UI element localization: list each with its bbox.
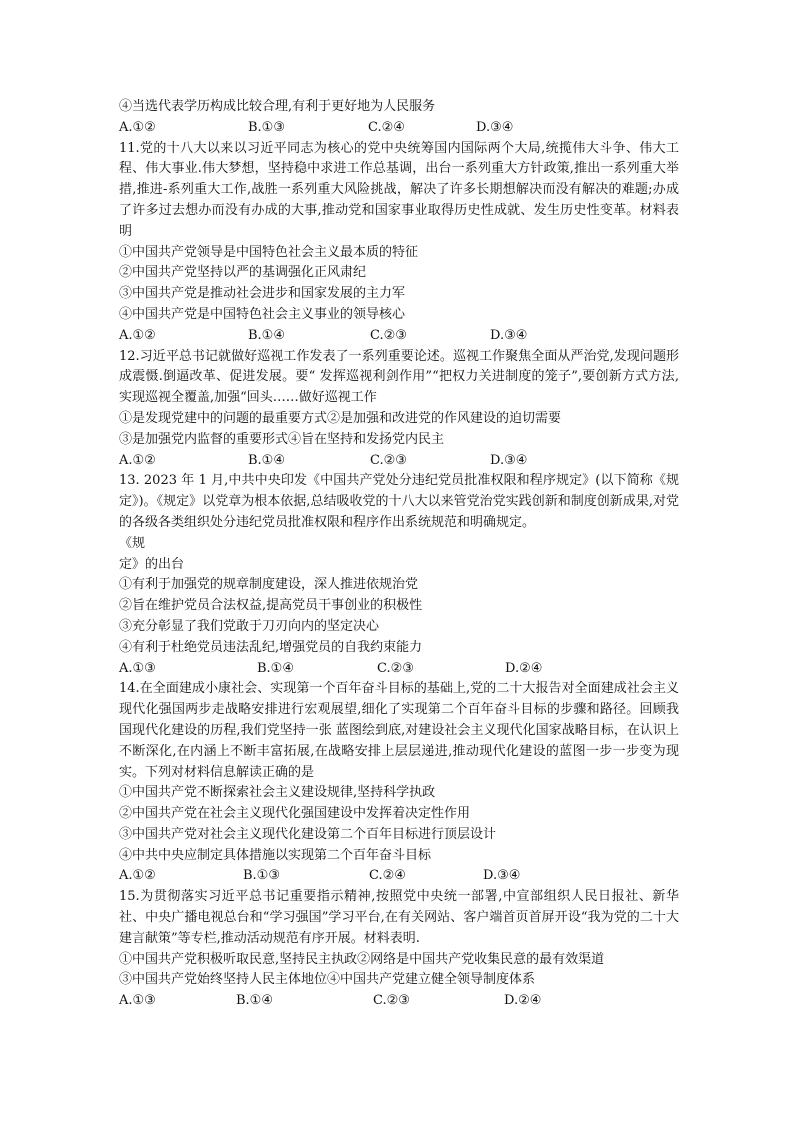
q11-item-3: ③中国共产党是推动社会进步和国家发展的主力军	[119, 286, 406, 302]
q13-options	[119, 659, 679, 680]
q11-option-a: A.①②	[119, 327, 156, 343]
q13-item-3: ③充分彰显了我们党敢于刀刃向内的坚定决心	[119, 618, 380, 634]
q14-item-1: ①中国共产党不断探索社会主义建设规律,坚持科学执政	[119, 785, 436, 801]
q12-option-d: D.③④	[490, 452, 528, 468]
q12-option-a: A.①②	[119, 452, 156, 468]
q15-stem: 15.为贯彻落实习近平总书记重要指示精神,按照党中央统一部署,中宣部组织人民日报社、新华社、中央广播电视总台和“学习强国”学习平台,在有关网站、客户端首页首屏开设“我为党的二十大建言献策”等专栏,推动活动规范有序开展。材料表明.	[119, 889, 679, 946]
q15-item-1: ①中国共产党积极听取民意,坚持民主执政②网络是中国共产党收集民意的最有效渠道	[119, 951, 605, 967]
q12-stem: 12.习近平总书记就做好巡视工作发表了一系列重要论述。巡视工作聚焦全面从严治党,发现问题形成震慑.倒逼改革、促进发展。要“ 发挥巡视利剑作用”“把权力关进制度的笼子”,要创新方式方法,实现巡视全覆盖,加强“回头……做好巡视工作	[119, 348, 679, 406]
q11-item-4: ④中国共产党是中国特色社会主义事业的领导核心	[119, 306, 406, 322]
q14-item-3: ③中国共产党对社会主义现代化建设第二个百年目标进行顶层设计	[119, 826, 497, 842]
q10-option-a: A.①②	[119, 119, 156, 135]
q14-option-d: D.③④	[483, 868, 521, 884]
q14-option-a: A.①②	[119, 868, 156, 884]
q15-option-a: A.①③	[119, 993, 156, 1009]
q13-item-1: ①有利于加强党的规章制度建设，深人推进依规治党	[119, 577, 419, 593]
exam-page	[119, 97, 679, 1012]
q15-option-c: C.②③	[373, 993, 410, 1009]
q12-option-b: B.①④	[248, 452, 285, 468]
q15-option-b: B.①④	[236, 993, 273, 1009]
q14-stem: 14.在全面建成小康社会、实现第一个百年奋斗目标的基础上,党的二十大报告对全面建成社会主义现代化强国两步走战略安排进行宏观展望,细化了实现第二个百年奋斗目标的步骤和路径。回顾我国现代化建设的历程,我们党坚持一张 蓝图绘到底,对建设社会主义现代化国家战略目标，在认识上不断深化,在内涵上不断丰富拓展,在战略安排上层层递进,推动现代化建设的蓝图一步一步变为现实。下列对材料信息解读正确的是	[119, 681, 679, 780]
q11-item-1: ①中国共产党领导是中国特色社会主义最本质的特征	[119, 244, 419, 260]
q13-item-4: ④有利于杜绝党员违法乱纪,增强党员的自我约束能力	[119, 639, 423, 655]
q14-option-c: C.②④	[369, 868, 406, 884]
q13-option-c: C.②③	[377, 660, 414, 676]
q11-option-b: B.①④	[248, 327, 285, 343]
q12-item-1: ①是发现党建中的问题的最重要方式②是加强和改进党的作风建设的迫切需要	[119, 410, 562, 426]
q13-fragment-2: 定》的出台	[119, 556, 185, 572]
q15-options	[119, 991, 679, 1012]
q13-stem: 13. 2023 年 1 月,中共中央印发《中国共产党处分违纪党员批准权限和程序规定》(以下简称《规定》)。《规定》以党章为根本依据,总结吸收党的十八大以来管党治党实践创新和制度创新成果,对党的各级各类组织处分违纪党员批准权限和程序作出系统规范和明确规定。	[119, 473, 679, 530]
q15-item-2: ③中国共产党始终坚持人民主体地位④中国共产党建立健全领导制度体系	[119, 972, 536, 988]
q12-option-c: C.②③	[370, 452, 407, 468]
q11-stem: 11.党的十八大以来以习近平同志为核心的党中央统筹国内国际两个大局,统揽伟大斗争、伟大工程、伟大事业.伟大梦想，坚持稳中求进工作总基调，出台一系列重大方针政策,推出一系列重大举措,推进-系列重大工作,战胜一系列重大风险挑战，解决了许多长期想解决而没有解决的难题;办成了许多过去想办而没有办成的大事,推动党和国家事业取得历史性成就、发生历史性变革。材料表明	[119, 140, 679, 239]
q10-option-d: D.③④	[476, 119, 514, 135]
q11-item-2: ②中国共产党坚持以严的基调强化正风肃纪	[119, 265, 367, 281]
q14-options	[119, 866, 679, 887]
q10-item-4: ④当选代表学历构成比较合理,有利于更好地为人民服务	[119, 99, 436, 114]
q13-option-a: A.①③	[119, 660, 156, 676]
q11-option-d: D.③④	[490, 327, 528, 343]
q15-option-d: D.②④	[504, 993, 542, 1009]
q13-option-b: B.①④	[257, 660, 294, 676]
q11-options	[119, 326, 679, 347]
q14-option-b: B.①③	[243, 868, 280, 884]
q14-item-4: ④中共中央应制定具体措施以实现第二个百年奋斗目标	[119, 847, 432, 863]
q14-item-2: ②中国共产党在社会主义现代化强国建设中发挥着决定性作用	[119, 806, 471, 822]
q13-option-d: D.②④	[505, 660, 543, 676]
q10-options	[119, 118, 679, 139]
q10-option-c: C.②④	[368, 119, 405, 135]
q11-option-c: C.②③	[370, 327, 407, 343]
q13-fragment-1: 《规	[119, 535, 146, 551]
q12-options	[119, 451, 679, 472]
q12-item-2: ③是加强党内监督的重要形式④旨在坚持和发扬党内民主	[119, 431, 445, 447]
q10-option-b: B.①③	[248, 119, 285, 135]
q13-item-2: ②旨在维护党员合法权益,提高党员干事创业的积极性	[119, 598, 423, 614]
